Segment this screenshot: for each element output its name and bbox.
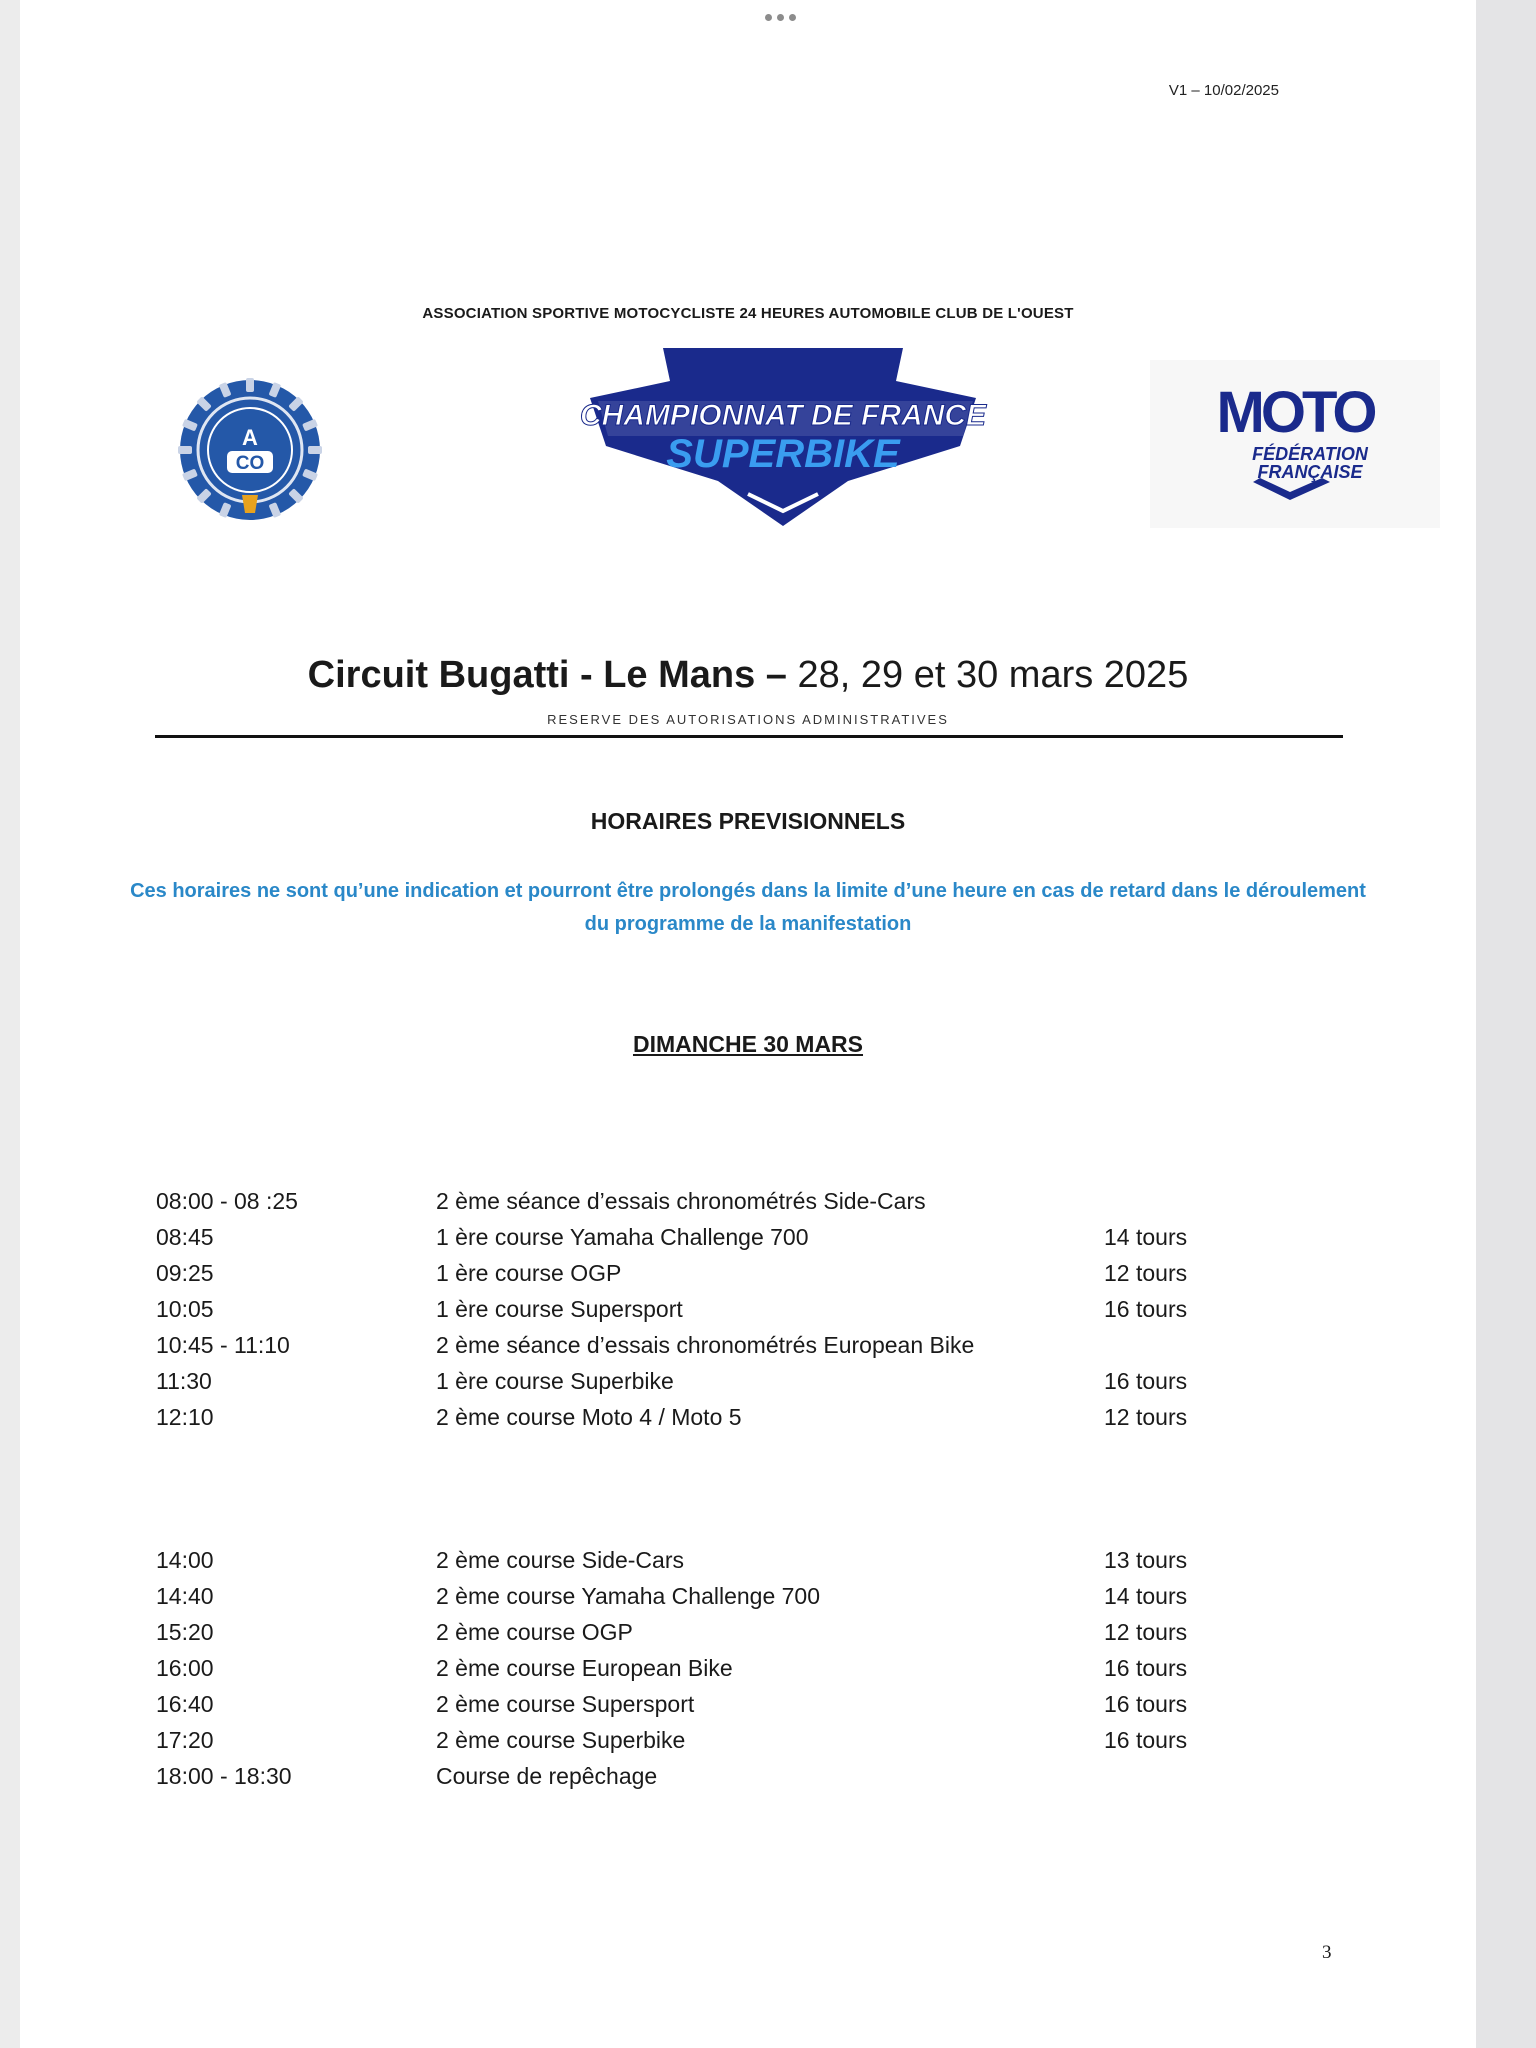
row-time: 09:25 — [156, 1260, 214, 1286]
schedule-row — [156, 1296, 1256, 1332]
page-number: 3 — [1322, 1942, 1332, 1963]
schedule-row — [156, 1583, 1256, 1619]
row-event: 2 ème séance d’essais chronométrés Side-Cars — [436, 1188, 926, 1214]
row-laps: 16 tours — [1104, 1296, 1188, 1322]
ffm-logo — [1150, 360, 1440, 528]
row-event: 1 ère course Yamaha Challenge 700 — [436, 1224, 809, 1250]
schedule-row — [156, 1368, 1256, 1404]
schedule-heading: HORAIRES PREVISIONNELS — [590, 808, 906, 834]
reserve-notice: RESERVE DES AUTORISATIONS ADMINISTRATIVES — [547, 712, 949, 727]
row-time: 11:30 — [156, 1368, 212, 1394]
row-time: 18:00 - 18:30 — [156, 1763, 292, 1789]
schedule-row — [156, 1727, 1256, 1763]
row-event: 2 ème course Side-Cars — [436, 1547, 684, 1573]
row-event: 2 ème course European Bike — [436, 1655, 733, 1681]
row-event: 2 ème course Yamaha Challenge 700 — [436, 1583, 821, 1609]
row-event: Course de repêchage — [436, 1763, 658, 1789]
row-time: 10:45 - 11:10 — [156, 1332, 290, 1358]
row-time: 16:00 — [156, 1655, 214, 1681]
row-laps: 16 tours — [1104, 1691, 1188, 1717]
row-laps: 16 tours — [1104, 1727, 1188, 1753]
event-title — [20, 654, 1476, 697]
row-time: 15:20 — [156, 1619, 214, 1645]
row-laps: 12 tours — [1104, 1260, 1188, 1286]
row-time: 14:40 — [156, 1583, 214, 1609]
event-title-venue: Circuit Bugatti - Le Mans – — [307, 654, 787, 696]
superbike-logo — [578, 346, 988, 531]
day-heading: DIMANCHE 30 MARS — [632, 1031, 864, 1057]
row-laps: 16 tours — [1104, 1368, 1188, 1394]
schedule-row — [156, 1224, 1256, 1260]
row-event: 1 ère course Superbike — [436, 1368, 674, 1394]
row-laps: 16 tours — [1104, 1655, 1188, 1681]
row-event: 2 ème séance d’essais chronométrés European Bike — [436, 1332, 975, 1358]
superbike-line1: CHAMPIONNAT DE FRANCE — [579, 399, 987, 432]
row-laps: 12 tours — [1104, 1619, 1188, 1645]
row-event: 1 ère course OGP — [436, 1260, 622, 1286]
title-divider — [155, 735, 1343, 738]
schedule-row — [156, 1691, 1256, 1727]
row-time: 17:20 — [156, 1727, 214, 1753]
row-time: 08:00 - 08 :25 — [156, 1188, 298, 1214]
row-event: 2 ème course Superbike — [436, 1727, 686, 1753]
ffm-moto-word: MOTO — [1216, 380, 1374, 445]
more-options-icon[interactable] — [765, 14, 796, 21]
schedule-note: Ces horaires ne sont qu’une indication et pourront être prolongés dans la limite d’une heure en cas de retard dans le déroulement du programme de la manifestation — [130, 880, 1366, 935]
row-event: 2 ème course Moto 4 / Moto 5 — [436, 1404, 742, 1430]
schedule-row — [156, 1547, 1256, 1583]
row-time: 10:05 — [156, 1296, 214, 1322]
ffm-line1: FÉDÉRATION — [1252, 444, 1368, 464]
organization-name: ASSOCIATION SPORTIVE MOTOCYCLISTE 24 HEURES AUTOMOBILE CLUB DE L'OUEST — [422, 305, 1074, 322]
row-laps: 14 tours — [1104, 1583, 1188, 1609]
row-laps: 14 tours — [1104, 1224, 1188, 1250]
aco-letters-co: CO — [235, 453, 265, 474]
aco-letter-a: A — [242, 425, 258, 450]
document-page — [20, 0, 1476, 2048]
event-title-dates: 28, 29 et 30 mars 2025 — [786, 654, 1189, 696]
schedule-table — [156, 1188, 1256, 1799]
schedule-row — [156, 1763, 1256, 1799]
row-event: 2 ème course OGP — [436, 1619, 633, 1645]
row-time: 08:45 — [156, 1224, 214, 1250]
row-event: 2 ème course Supersport — [436, 1691, 695, 1717]
schedule-row — [156, 1619, 1256, 1655]
row-laps: 13 tours — [1104, 1547, 1188, 1573]
row-laps: 12 tours — [1104, 1404, 1188, 1430]
row-time: 12:10 — [156, 1404, 214, 1430]
lunch-gap — [156, 1440, 1256, 1547]
aco-logo — [175, 375, 325, 525]
schedule-row — [156, 1332, 1256, 1368]
schedule-row — [156, 1188, 1256, 1224]
version-label: V1 – 10/02/2025 — [1168, 82, 1279, 99]
schedule-row — [156, 1404, 1256, 1440]
ffm-line2: FRANÇAISE — [1257, 462, 1363, 482]
schedule-row — [156, 1655, 1256, 1691]
superbike-line2: SUPERBIKE — [666, 432, 900, 476]
row-time: 16:40 — [156, 1691, 214, 1717]
row-time: 14:00 — [156, 1547, 214, 1573]
schedule-row — [156, 1260, 1256, 1296]
scrollbar[interactable] — [1476, 0, 1536, 2048]
row-event: 1 ère course Supersport — [436, 1296, 683, 1322]
